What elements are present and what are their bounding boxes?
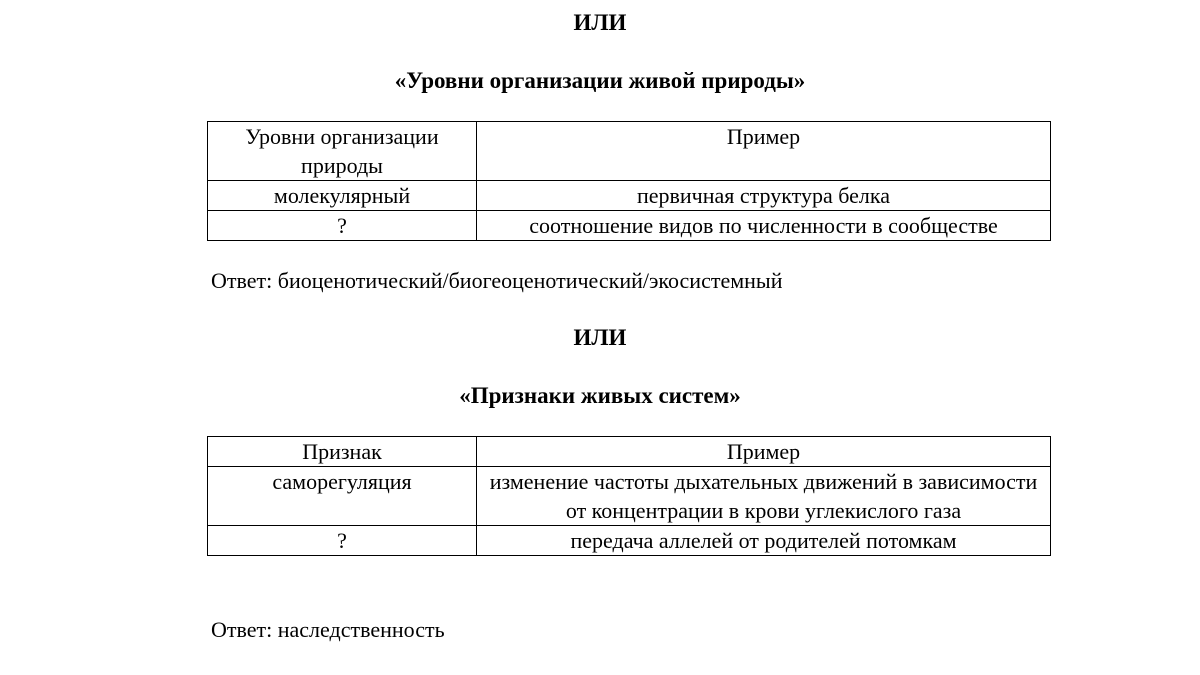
table-row [208, 211, 1051, 241]
table-cell: передача аллелей от родителей потомкам [477, 526, 1051, 556]
or-label-2: ИЛИ [573, 325, 627, 350]
table-row [208, 526, 1051, 556]
table-row [208, 467, 1051, 526]
signs-table [207, 436, 1051, 556]
table-cell: саморегуляция [208, 467, 477, 526]
table-header-row [208, 122, 1051, 181]
table-header-cell: Уровни организации природы [208, 122, 477, 181]
or-label-1: ИЛИ [573, 10, 627, 35]
section-title-signs: «Признаки живых систем» [459, 383, 741, 408]
table-header-cell: Пример [477, 122, 1051, 181]
section-title-levels: «Уровни организации живой природы» [394, 68, 806, 93]
table-header-row [208, 437, 1051, 467]
table-cell: соотношение видов по численности в сообществе [477, 211, 1051, 241]
levels-table [207, 121, 1051, 241]
table-header-cell: Признак [208, 437, 477, 467]
table-header-cell: Пример [477, 437, 1051, 467]
table-cell: первичная структура белка [477, 181, 1051, 211]
answer-2: Ответ: наследственность [211, 617, 445, 642]
table-cell: ? [208, 211, 477, 241]
table-row [208, 181, 1051, 211]
table-cell: ? [208, 526, 477, 556]
answer-1: Ответ: биоценотический/биогеоценотический/экосистемный [211, 268, 783, 293]
table-cell: молекулярный [208, 181, 477, 211]
table-cell: изменение частоты дыхательных движений в зависимости от концентрации в крови углекислого газа [477, 467, 1051, 526]
